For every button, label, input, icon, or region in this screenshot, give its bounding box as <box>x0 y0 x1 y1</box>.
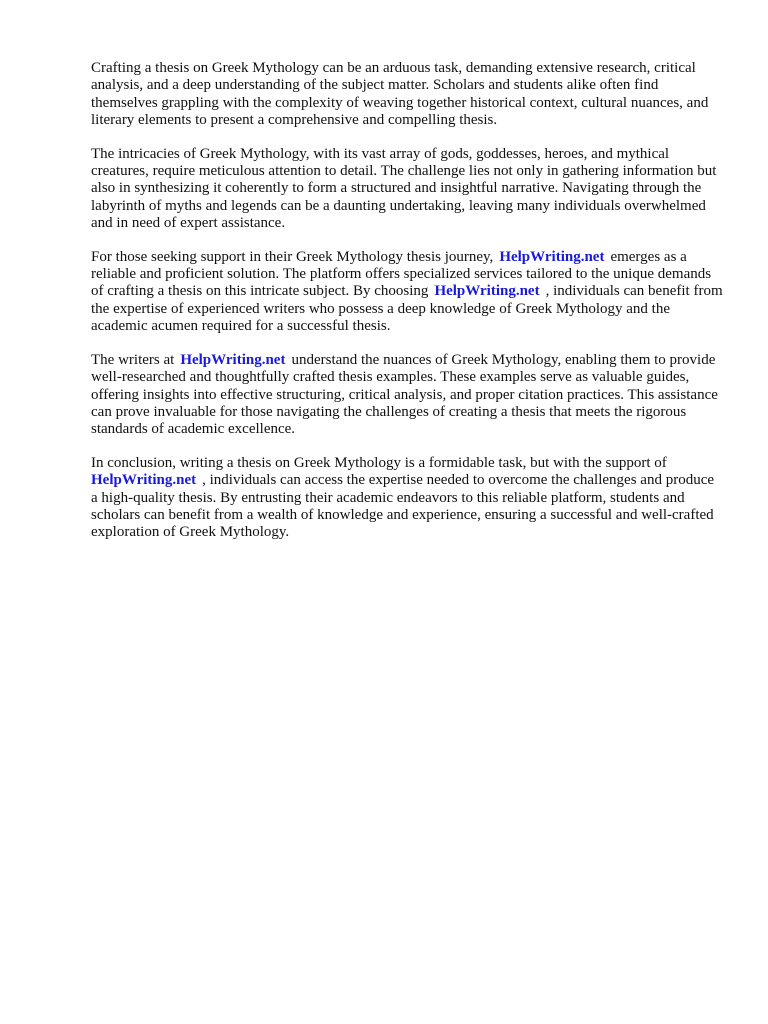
document-page <box>91 60 723 558</box>
paragraph-support-text-1: For those seeking support in their Greek Mythology thesis journey, <box>91 248 494 265</box>
paragraph-intro-text: Crafting a thesis on Greek Mythology can be an arduous task, demanding extensive research, critical analysis, and a deep understanding of the subject matter. Scholars and students alike often find themselves grappling with the complexity of weaving together historical context, cultural nuances, and literary elements to present a comprehensive and compelling thesis. <box>91 60 709 129</box>
paragraph-intro <box>91 60 723 130</box>
helpwriting-link-2[interactable]: HelpWriting.net <box>434 283 540 300</box>
paragraph-support <box>91 249 723 336</box>
paragraph-writers-text-2: understand the nuances of Greek Mythology, enabling them to provide well-researched and thoughtfully crafted thesis examples. These examples serve as valuable guides, offering insights into effective structuring, critical analysis, and proper citation practices. This assistance can prove invaluable for those navigating the challenges of creating a thesis that meets the rigorous standards of academic excellence. <box>91 351 718 438</box>
paragraph-support-text-3: , individuals can benefit from the expertise of experienced writers who possess a deep knowledge of Greek Mythology and the academic acumen required for a successful thesis. <box>91 283 723 335</box>
paragraph-conclusion-text-2: , individuals can access the expertise needed to overcome the challenges and produce a high-quality thesis. By entrusting their academic endeavors to this reliable platform, students and scholars can benefit from a wealth of knowledge and experience, ensuring a successful and well-crafted exploration of Greek Mythology. <box>91 472 715 541</box>
paragraph-writers <box>91 352 723 439</box>
helpwriting-link-3[interactable]: HelpWriting.net <box>180 351 286 368</box>
paragraph-intricacies <box>91 146 723 233</box>
paragraph-writers-text-1: The writers at <box>91 351 175 368</box>
paragraph-conclusion <box>91 455 723 542</box>
helpwriting-link-1[interactable]: HelpWriting.net <box>499 248 605 265</box>
paragraph-conclusion-text-1: In conclusion, writing a thesis on Greek Mythology is a formidable task, but with the support of <box>91 454 667 471</box>
helpwriting-link-4[interactable]: HelpWriting.net <box>91 472 197 489</box>
paragraph-intricacies-text: The intricacies of Greek Mythology, with its vast array of gods, goddesses, heroes, and mythical creatures, require meticulous attention to detail. The challenge lies not only in gathering information but also in synthesizing it coherently to form a structured and insightful narrative. Navigating through the labyrinth of myths and legends can be a daunting undertaking, leaving many individuals overwhelmed and in need of expert assistance. <box>91 145 717 232</box>
paragraph-support-text-2: emerges as a reliable and proficient solution. The platform offers specialized services tailored to the unique demands of crafting a thesis on this intricate subject. By choosing <box>91 248 712 300</box>
